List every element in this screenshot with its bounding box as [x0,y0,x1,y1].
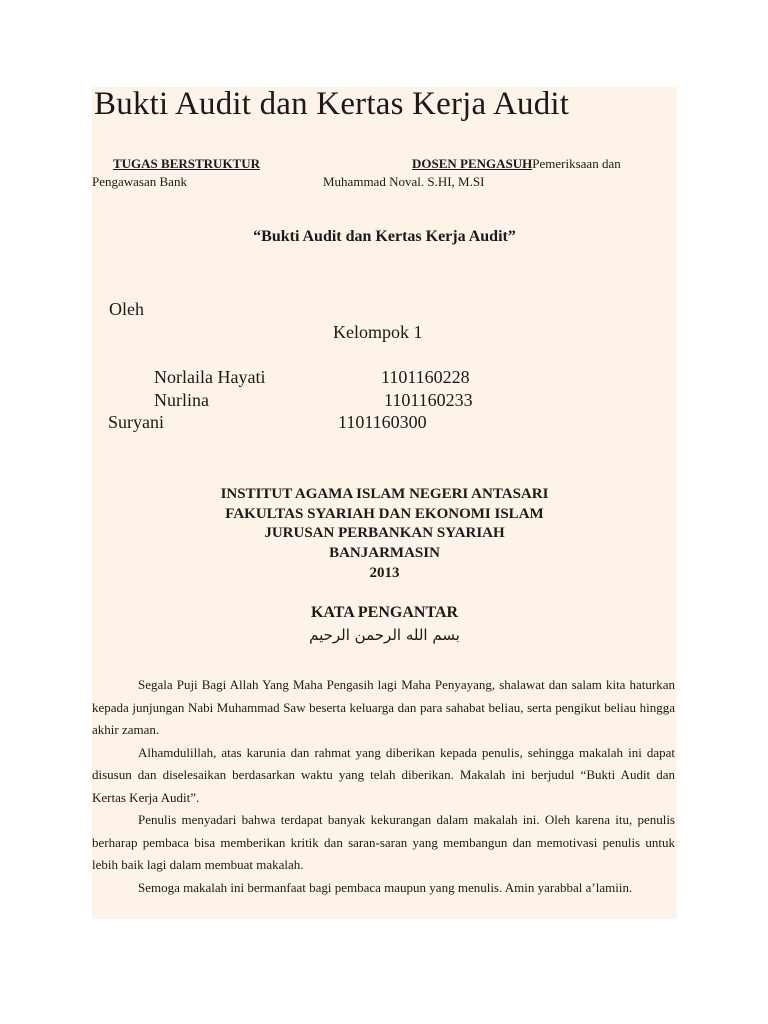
member-name: Nurlina [154,390,209,410]
assignment-label: TUGAS BERSTRUKTUR [113,156,261,171]
preface-paragraph: Penulis menyadari bahwa terdapat banyak kekurangan dalam makalah ini. Oleh karena itu, penulis berharap pembaca bisa memberikan kritik dan saran-saran yang membangun dan memotivasi penulis untuk lebih baik lagi dalam membuat makalah. [92,812,675,872]
preface-paragraph: Alhamdulillah, atas karunia dan rahmat yang diberikan kepada penulis, sehingga makalah ini dapat disusun dan diselesaikan berdasarkan waktu yang telah diberikan. Makalah ini berjudul “Bukti Audit dan Kertas Kerja Audit”. [92,744,675,805]
lecturer-name: Muhammad Noval. S.HI, M.SI [323,174,485,189]
lecturer-course-line [412,156,621,172]
course-name-part1: Pemeriksaan dan [532,156,621,171]
preface-body [92,674,675,899]
by-label: Oleh [109,299,144,319]
preface-paragraph: Segala Puji Bagi Allah Yang Maha Pengasih lagi Maha Penyayang, shalawat dan salam kita haturkan kepada junjungan Nabi Muhammad Saw beserta keluarga dan para sahabat beliau, serta pengikut beliau hingga akhir zaman. [92,677,675,737]
lecturer-label: DOSEN PENGASUH [412,156,533,171]
preface-paragraph: Semoga makalah ini bermanfaat bagi pembaca maupun yang menulis. Amin yarabbal a’lamiin. [138,879,633,895]
member-name: Suryani [108,412,164,432]
member-nim: 1101160233 [384,390,473,410]
member-nim: 1101160228 [381,367,470,387]
member-name: Norlaila Hayati [154,367,266,387]
member-nim: 1101160300 [338,412,427,432]
document-title: Bukti Audit dan Kertas Kerja Audit [94,86,570,122]
basmala: بسم الله الرحمن الرحيم [309,626,460,644]
department-line: JURUSAN PERBANKAN SYARIAH [264,525,505,541]
faculty-line: FAKULTAS SYARIAH DAN EKONOMI ISLAM [225,506,544,522]
city-line: BANJARMASIN [329,545,440,561]
preface-heading: KATA PENGANTAR [310,604,459,621]
institution-line: INSTITUT AGAMA ISLAM NEGERI ANTASARI [220,486,549,502]
quoted-title: “Bukti Audit dan Kertas Kerja Audit” [253,228,516,245]
group-label: Kelompok 1 [333,322,423,342]
year-line: 2013 [369,565,400,581]
course-name-part2: Pengawasan Bank [92,174,187,189]
